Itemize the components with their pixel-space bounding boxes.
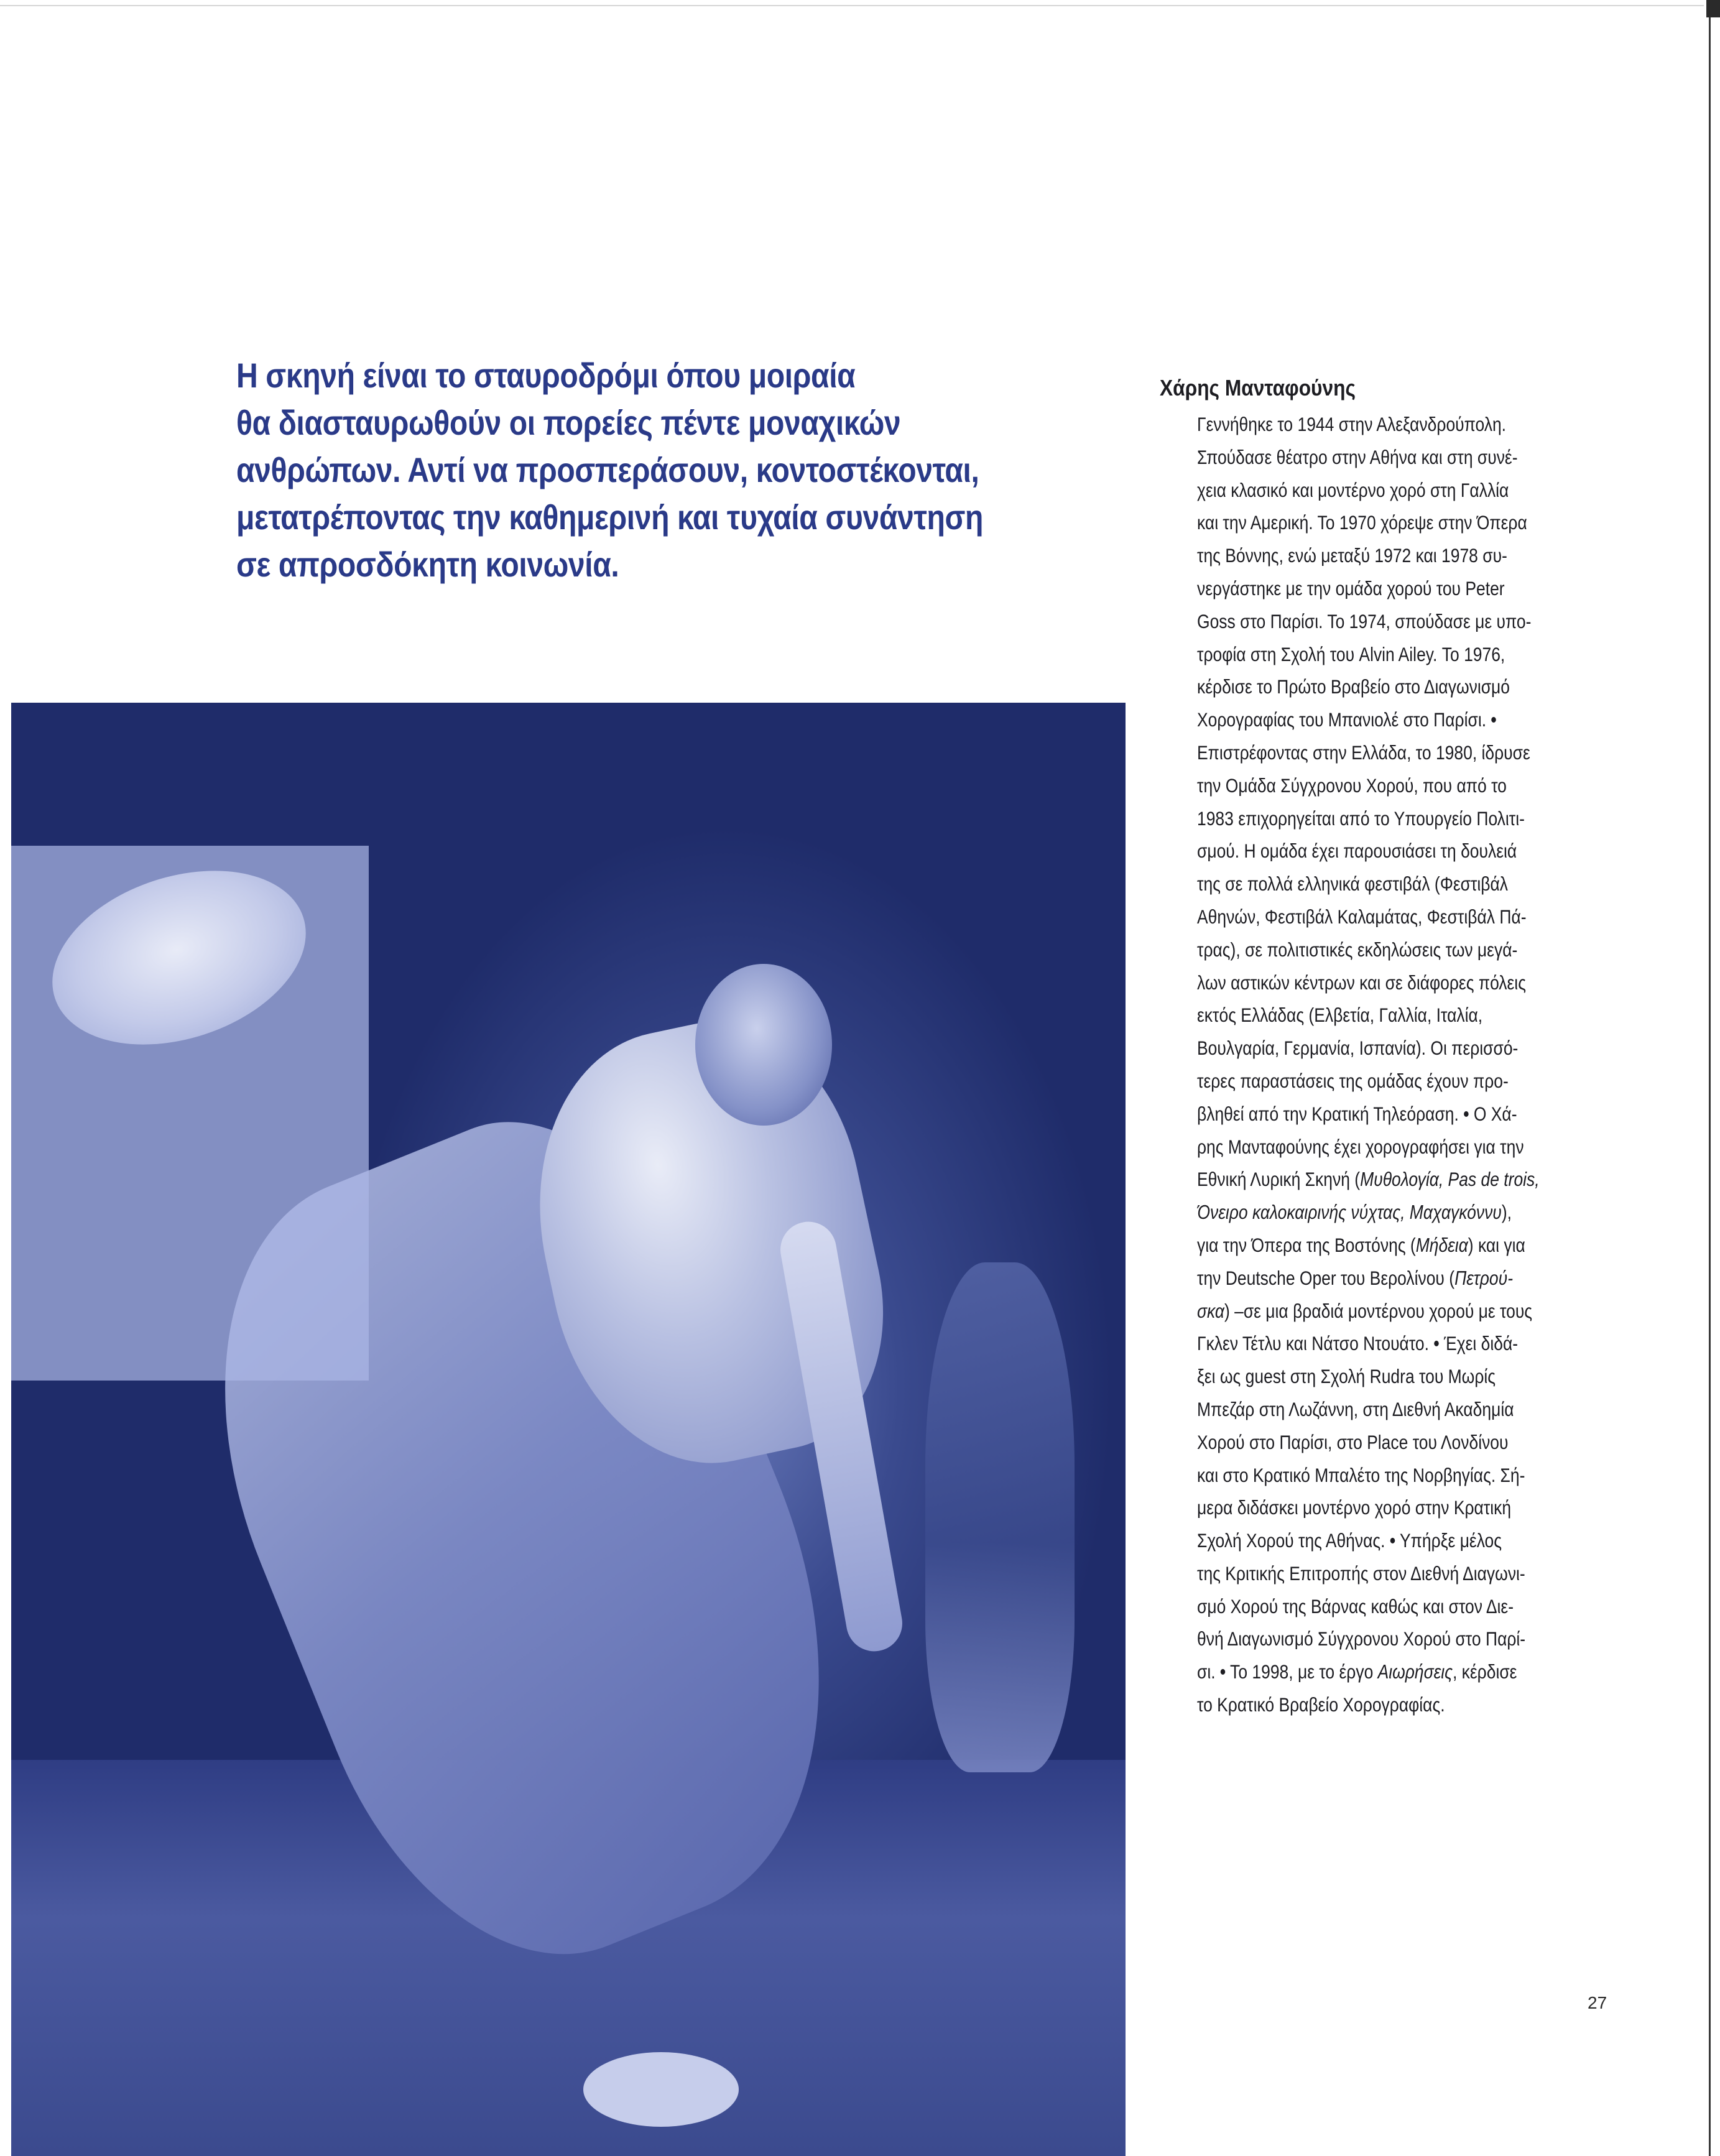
bio-line: [1197, 441, 1518, 474]
page-edge-mark: [1706, 0, 1720, 17]
bio-line: [1197, 1196, 1512, 1229]
bio-text-run: για την Όπερα της Βοστόνης (: [1197, 1233, 1416, 1256]
bio-line: [1197, 638, 1505, 671]
bio-line: [1197, 1622, 1526, 1655]
bio-line: [1197, 474, 1509, 507]
bio-text-run: νεργάστηκε με την ομάδα χορού του Peter: [1197, 576, 1505, 599]
bio-line: [1197, 1360, 1505, 1393]
bio-line: [1197, 1426, 1509, 1459]
page-number: 27: [1588, 1993, 1607, 2012]
bio-text-run: της Βόννης, ενώ μεταξύ 1972 και 1978 συ-: [1197, 544, 1507, 567]
bio-text-run: Μπεζάρ στη Λωζάννη, στη Διεθνή Ακαδημία: [1197, 1397, 1514, 1420]
bio-line: [1197, 769, 1505, 802]
bio-text-run: εκτός Ελλάδας (Ελβετία, Γαλλία, Ιταλία,: [1197, 1004, 1483, 1027]
bio-line: [1197, 1524, 1505, 1557]
bio-text-run: λων αστικών κέντρων και σε διάφορες πόλεις: [1197, 971, 1526, 994]
italic-title: Αιωρήσεις: [1377, 1660, 1453, 1683]
bio-text-run: ξει ως guest στη Σχολή Rudra του Μωρίς: [1197, 1365, 1496, 1388]
bio-text-run: και την Αμερική. Το 1970 χόρεψε στην Όπερα: [1197, 511, 1527, 534]
bio-line: [1197, 1459, 1525, 1492]
bio-line: [1197, 670, 1510, 703]
bio-line: [1197, 1098, 1517, 1131]
bio-text-run: την Ομάδα Σύγχρονου Χορού, που από το: [1197, 774, 1507, 797]
bio-line: [1197, 999, 1505, 1032]
dancer-foot: [583, 2052, 739, 2127]
italic-title: σκα: [1197, 1299, 1224, 1322]
bio-text-run: βληθεί από την Κρατική Τηλεόραση.: [1197, 1102, 1464, 1125]
bio-line: [1197, 1688, 1505, 1721]
bio-text-run: Επιστρέφοντας στην Ελλάδα, το 1980, ίδρυσε: [1197, 741, 1530, 764]
bio-line: [1197, 572, 1505, 605]
bio-line: [1197, 1327, 1519, 1360]
bio-text-run: ),: [1501, 1201, 1512, 1224]
bio-text-run: 1983 επιχορηγείται από το Υπουργείο Πολιτι-: [1197, 807, 1525, 830]
bio-line: [1197, 736, 1530, 769]
bio-text-run: Βουλγαρία, Γερμανία, Ισπανία). Οι περισσό-: [1197, 1037, 1519, 1060]
bio-text-run: Υπήρξε μέλος: [1395, 1529, 1502, 1552]
dancer-head: [695, 964, 832, 1126]
bio-line: [1197, 408, 1505, 441]
bio-text-run: Αθηνών, Φεστιβάλ Καλαμάτας, Φεστιβάλ Πά-: [1197, 905, 1527, 928]
bio-text-run: ρης Μανταφούνης έχει χορογραφήσει για την: [1197, 1135, 1524, 1158]
italic-title: Όνειρο καλοκαιρινής νύχτας, Μαχαγκόννυ: [1197, 1201, 1502, 1224]
bio-text-run: Γκλεν Τέτλυ και Νάτσο Ντουάτο.: [1197, 1332, 1434, 1355]
bio-text-run: Σχολή Χορού της Αθήνας.: [1197, 1529, 1390, 1552]
bio-text-run: σι.: [1197, 1660, 1220, 1683]
bio-line: [1197, 1262, 1514, 1295]
bio-text-run: κέρδισε το Πρώτο Βραβείο στο Διαγωνισμό: [1197, 675, 1510, 698]
bio-text-run: τροφία στη Σχολή του Alvin Ailey. Το 1976,: [1197, 642, 1505, 665]
bio-line: [1197, 1032, 1519, 1065]
biography: [1160, 374, 1595, 1721]
bio-text-run: το Κρατικό Βραβείο Χορογραφίας.: [1197, 1693, 1445, 1716]
pull-quote-line: σε απροσδόκητη κοινωνία.: [236, 545, 619, 584]
bio-line: [1197, 835, 1517, 867]
bio-line: [1197, 506, 1527, 539]
top-rule: [0, 5, 1704, 6]
italic-title: Μήδεια: [1415, 1233, 1468, 1256]
bio-text-run: Εθνική Λυρική Σκηνή (: [1197, 1168, 1361, 1191]
bio-text-run: της Κριτικής Επιτροπής στον Διεθνή Διαγωνι-: [1197, 1561, 1525, 1585]
pull-quote-line: μετατρέποντας την καθημερινή και τυχαία συνάντηση: [236, 497, 983, 537]
bullet-icon: •: [1463, 1102, 1469, 1125]
bio-line: [1197, 539, 1505, 572]
bio-text-run: τερες παραστάσεις της ομάδας έχουν προ-: [1197, 1069, 1509, 1092]
pull-quote: [236, 352, 983, 588]
bio-line: [1197, 703, 1505, 736]
bullet-icon: •: [1389, 1529, 1396, 1552]
italic-title: Μυθολογία, Pas de trois,: [1360, 1168, 1540, 1191]
pull-quote-line: ανθρώπων. Αντί να προσπεράσουν, κοντοστέκονται,: [236, 450, 979, 489]
bullet-icon: •: [1433, 1332, 1440, 1355]
bio-text-run: ) –σε μια βραδιά μοντέρνου χορού με τους: [1224, 1299, 1533, 1322]
bio-line: [1197, 966, 1526, 999]
bio-text-run: μερα διδάσκει μοντέρνο χορό στην Κρατική: [1197, 1496, 1512, 1519]
bio-line: [1197, 1557, 1525, 1590]
bio-text-run: σμού. Η ομάδα έχει παρουσιάσει τη δουλειά: [1197, 840, 1517, 863]
bio-text-run: , κέρδισε: [1452, 1660, 1517, 1683]
bullet-icon: •: [1491, 708, 1497, 731]
bio-line: [1197, 1065, 1509, 1098]
bio-line: [1197, 1393, 1514, 1426]
italic-title: Πετρού-: [1454, 1266, 1514, 1289]
bio-text-run: ) και για: [1468, 1233, 1525, 1256]
bullet-icon: •: [1219, 1660, 1226, 1683]
pull-quote-line: Η σκηνή είναι το σταυροδρόμι όπου μοιραία: [236, 356, 856, 395]
bio-text-run: την Deutsche Oper του Βερολίνου (: [1197, 1266, 1455, 1289]
bio-line: [1197, 1229, 1525, 1262]
bio-line: [1197, 1131, 1524, 1164]
bio-text-run: Το 1998, με το έργο: [1226, 1660, 1378, 1683]
pull-quote-line: θα διασταυρωθούν οι πορείες πέντε μοναχικών: [236, 403, 901, 442]
bio-text-run: χεια κλασικό και μοντέρνο χορό στη Γαλλία: [1197, 478, 1509, 501]
page-edge: [1709, 0, 1711, 2156]
bio-line: [1197, 1295, 1533, 1328]
bio-text-run: σμό Χορού της Βάρνας καθώς και στον Διε-: [1197, 1594, 1514, 1617]
bio-line: [1197, 1590, 1514, 1623]
bio-text-run: θνή Διαγωνισμό Σύγχρονου Χορού στο Παρί-: [1197, 1627, 1526, 1650]
bio-line: [1197, 1655, 1517, 1688]
bio-text-run: τρας), σε πολιτιστικές εκδηλώσεις των μεγά-: [1197, 938, 1518, 961]
background-dancer: [925, 1262, 1075, 1772]
bio-text-run: της σε πολλά ελληνικά φεστιβάλ (Φεστιβάλ: [1197, 872, 1509, 895]
bio-line: [1197, 802, 1525, 835]
bio-text-run: Χορογραφίας του Μπανιολέ στο Παρίσι.: [1197, 708, 1491, 731]
bio-line: [1197, 1163, 1540, 1196]
dancer-photograph: [11, 703, 1126, 2156]
bio-text-run: Σπούδασε θέατρο στην Αθήνα και στη συνέ-: [1197, 445, 1518, 468]
bio-name: Χάρης Μανταφούνης: [1160, 375, 1356, 400]
bio-line: [1197, 900, 1527, 933]
bio-line: [1197, 1491, 1512, 1524]
bio-line: [1197, 867, 1509, 900]
bio-line: [1197, 605, 1532, 638]
bio-text-run: Γεννήθηκε το 1944 στην Αλεξανδρούπολη.: [1197, 413, 1507, 435]
bio-text-run: Ο Χά-: [1469, 1102, 1517, 1125]
bio-text-run: Χορού στο Παρίσι, στο Place του Λονδίνου: [1197, 1430, 1509, 1453]
bio-text-run: Έχει διδά-: [1439, 1332, 1519, 1355]
bio-text-run: Goss στο Παρίσι. Το 1974, σπούδασε με υπο-: [1197, 609, 1532, 632]
bio-text: [1197, 408, 1564, 1721]
bio-text-run: και στο Κρατικό Μπαλέτο της Νορβηγίας. Σή-: [1197, 1463, 1525, 1486]
bio-line: [1197, 933, 1518, 966]
